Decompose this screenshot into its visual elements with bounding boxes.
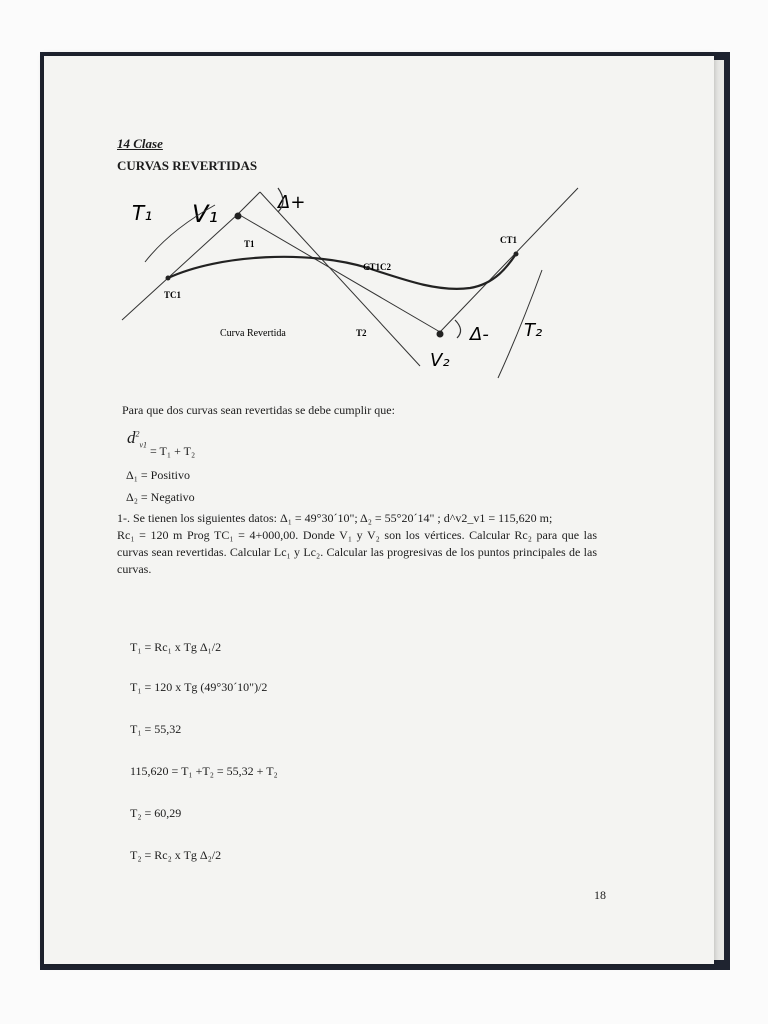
reverse-curve-diagram: [110, 170, 590, 390]
label-t1: T1: [244, 239, 255, 249]
section-title: CURVAS REVERTIDAS: [117, 158, 258, 173]
handwritten-delta-negative: Δ-: [470, 324, 489, 345]
conditions-intro: Para que dos curvas sean revertidas se debe cumplir que:: [122, 403, 395, 417]
delta2-condition: Δ₂ = Negativo: [126, 490, 195, 504]
tangent-line-1: [122, 214, 238, 320]
diagram-caption: Curva Revertida: [220, 328, 286, 339]
calc-step-6: T₂ = Rc₂ x Tg Δ₂/2: [130, 848, 222, 862]
handwritten-v1: V₁: [192, 200, 219, 228]
page-number: 18: [594, 888, 606, 902]
handwritten-t2: T₂: [524, 320, 543, 341]
label-ct1: CT1: [500, 235, 518, 245]
point-tc1: [166, 276, 171, 281]
problem-statement: [117, 510, 597, 578]
point-ct1: [514, 252, 519, 257]
tangent-line-2: [440, 188, 578, 332]
reverse-curve-path: [168, 254, 516, 289]
label-ct1c2: CT1C2: [363, 262, 392, 272]
handwritten-t1: T₁: [132, 201, 153, 225]
handwritten-delta-positive: Δ+: [278, 192, 306, 213]
delta1-condition: Δ₁ = Positivo: [126, 468, 191, 482]
tangent-sum-formula: = T₁ + T₂: [150, 444, 196, 458]
problem-line-1: 1-. Se tienen los siguientes datos: Δ₁ = 49°30´10"; Δ₂ = 55°20´14" ; d^v2_v1 = 115,620 m;: [117, 511, 553, 525]
calc-step-4: 115,620 = T₁ +T₂ = 55,32 + T₂: [130, 764, 278, 778]
tangent-line-parallel: [260, 192, 420, 366]
vertex-v2: [437, 331, 444, 338]
problem-line-2: Rc₁ = 120 m Prog TC₁ = 4+000,00. Donde V₁ y V₂ son los vértices. Calcular Rc₂ para que las curvas sean revertidas. Calcular Lc₁ y Lc₂. Calcular las progresivas de los puntos principales de las curvas.: [117, 528, 597, 576]
calc-step-2: T₁ = 120 x Tg (49°30´10")/2: [130, 680, 268, 694]
vertex-v1: [235, 213, 242, 220]
calc-step-5: T₂ = 60,29: [130, 806, 182, 820]
tangent-line-main: [238, 214, 440, 332]
distance-symbol: $d^2_{v1}$: [127, 428, 148, 450]
label-tc1: TC1: [164, 290, 182, 300]
class-heading: 14 Clase: [117, 136, 163, 151]
calc-step-1: T₁ = Rc₁ x Tg Δ₁/2: [130, 640, 222, 654]
handwritten-v2: V₂: [430, 350, 450, 371]
label-t2: T2: [356, 328, 367, 338]
calc-step-3: T₁ = 55,32: [130, 722, 182, 736]
